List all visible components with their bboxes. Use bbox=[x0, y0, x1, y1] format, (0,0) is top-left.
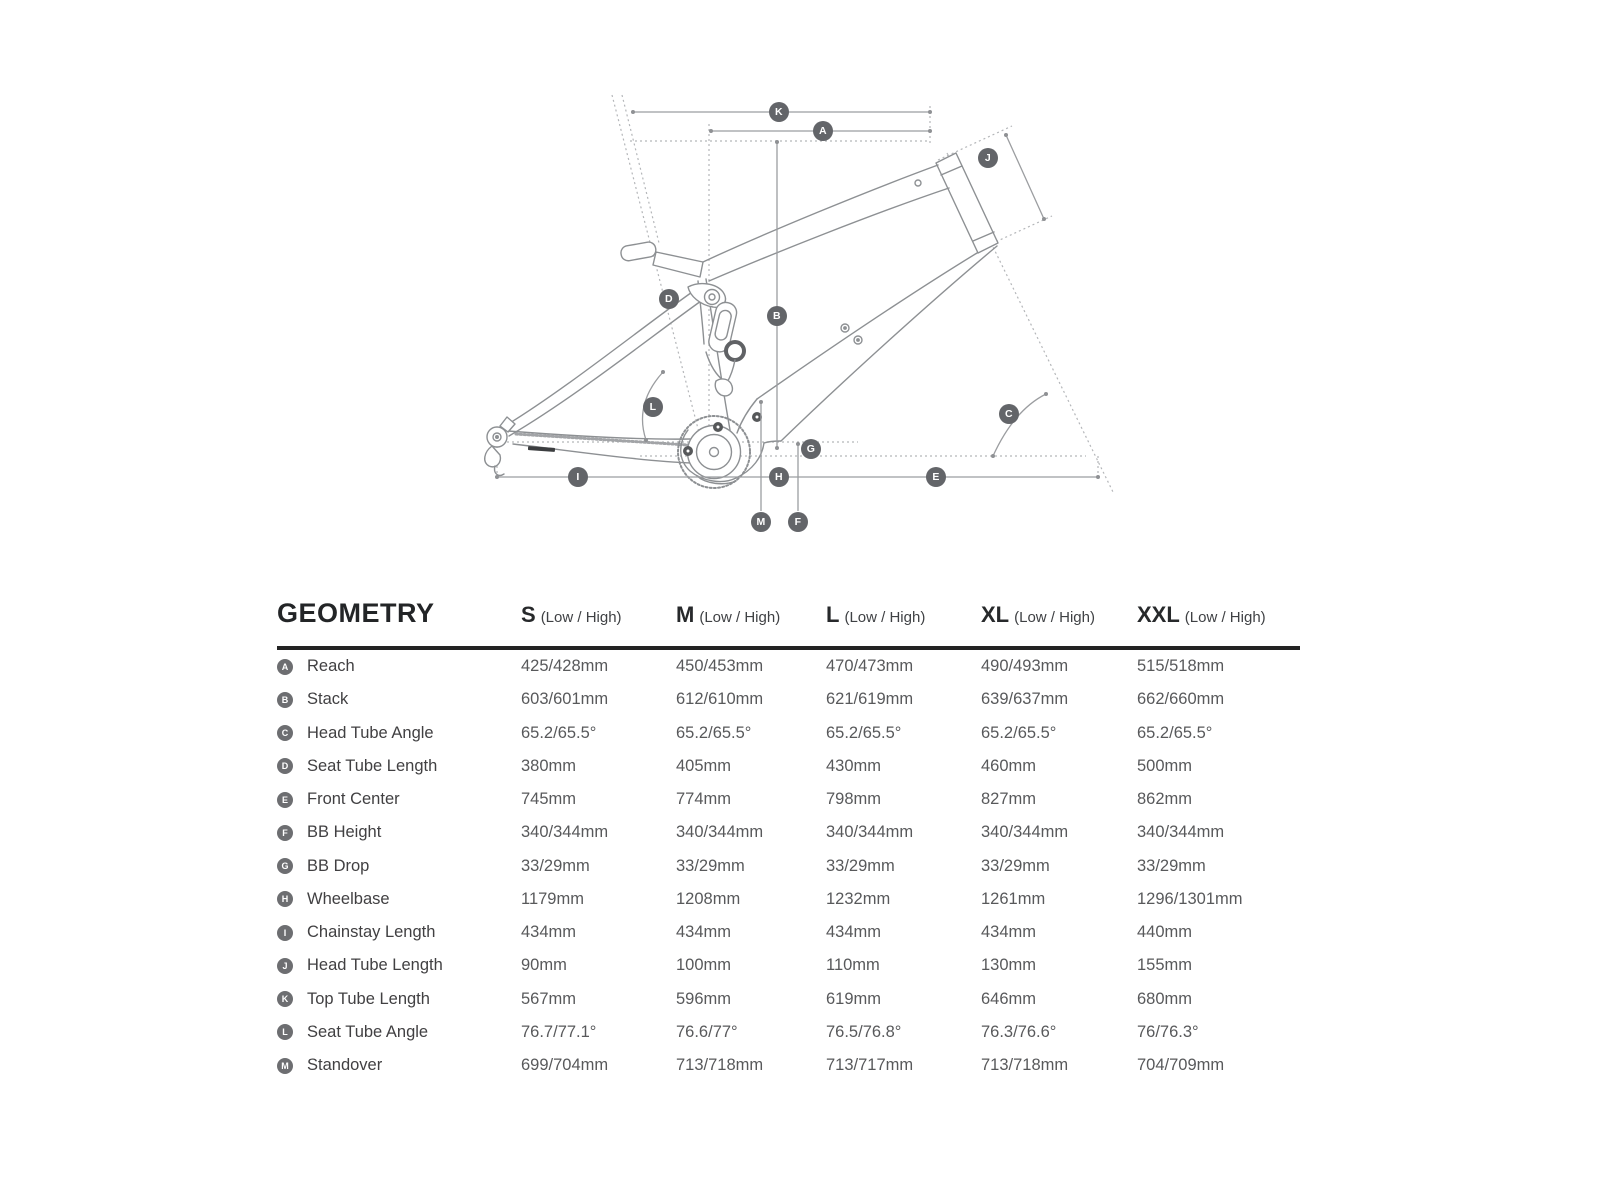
measure-value: 704/709mm bbox=[1137, 1056, 1225, 1075]
diagram-marker-i: I bbox=[568, 467, 588, 487]
measure-value: 713/717mm bbox=[826, 1056, 914, 1075]
diagram-marker-j: J bbox=[978, 148, 998, 168]
table-row bbox=[277, 683, 1300, 716]
geometry-table-header bbox=[277, 598, 1300, 650]
row-marker-badge: I bbox=[277, 925, 293, 941]
measure-value: 500mm bbox=[1137, 756, 1193, 775]
measure-value: 340/344mm bbox=[521, 823, 609, 842]
measure-value: 76.6/77° bbox=[676, 1022, 738, 1041]
diagram-marker-m: M bbox=[751, 512, 771, 532]
row-label bbox=[277, 1023, 521, 1042]
dimension-lines bbox=[497, 112, 1098, 511]
table-row bbox=[277, 1049, 1300, 1082]
row-marker-badge: F bbox=[277, 825, 293, 841]
measure-value: 1208mm bbox=[676, 889, 741, 908]
measure-value: 434mm bbox=[981, 923, 1037, 942]
measure-value: 596mm bbox=[676, 989, 732, 1008]
row-measure-name: Front Center bbox=[307, 790, 400, 809]
measure-value: 33/29mm bbox=[1137, 856, 1206, 875]
row-label bbox=[277, 990, 521, 1009]
measure-value: 65.2/65.5° bbox=[521, 723, 597, 742]
row-measure-name: Seat Tube Length bbox=[307, 756, 438, 775]
measure-value: 490/493mm bbox=[981, 657, 1069, 676]
measure-value: 100mm bbox=[676, 956, 732, 975]
column-header-xl bbox=[981, 602, 1137, 628]
measure-value: 440mm bbox=[1137, 923, 1193, 942]
row-marker-badge: G bbox=[277, 858, 293, 874]
table-row bbox=[277, 850, 1300, 883]
measure-value: 340/344mm bbox=[826, 823, 914, 842]
row-marker-badge: L bbox=[277, 1024, 293, 1040]
diagram-marker-h: H bbox=[769, 467, 789, 487]
measure-value: 619mm bbox=[826, 989, 882, 1008]
row-label bbox=[277, 724, 521, 743]
measure-value: 434mm bbox=[826, 923, 882, 942]
measure-value: 155mm bbox=[1137, 956, 1193, 975]
measure-value: 110mm bbox=[826, 956, 880, 975]
measure-value: 680mm bbox=[1137, 989, 1193, 1008]
measure-value: 1296/1301mm bbox=[1137, 889, 1243, 908]
measure-value: 745mm bbox=[521, 790, 577, 809]
geometry-table bbox=[277, 598, 1300, 1082]
head-angle-arc bbox=[993, 394, 1046, 456]
table-row bbox=[277, 949, 1300, 982]
table-row bbox=[277, 1016, 1300, 1049]
column-sub-label: (Low / High) bbox=[699, 609, 781, 626]
head-tube bbox=[936, 153, 998, 253]
measure-value: 65.2/65.5° bbox=[826, 723, 902, 742]
row-label bbox=[277, 1056, 521, 1075]
column-sub-label: (Low / High) bbox=[844, 609, 926, 626]
measure-value: 76/76.3° bbox=[1137, 1022, 1199, 1041]
column-header-s bbox=[521, 602, 676, 628]
measure-value: 340/344mm bbox=[981, 823, 1069, 842]
measure-value: 425/428mm bbox=[521, 657, 609, 676]
measure-value: 774mm bbox=[676, 790, 732, 809]
column-header-m bbox=[676, 602, 826, 628]
measure-value: 33/29mm bbox=[826, 856, 895, 875]
diagram-marker-l: L bbox=[643, 397, 663, 417]
column-sub-label: (Low / High) bbox=[1014, 609, 1095, 626]
row-measure-name: Head Tube Angle bbox=[307, 723, 434, 742]
measure-value: 460mm bbox=[981, 756, 1037, 775]
row-marker-badge: C bbox=[277, 725, 293, 741]
row-label bbox=[277, 823, 521, 842]
column-size-label: XXL bbox=[1137, 602, 1180, 627]
seatpost-head bbox=[620, 241, 657, 262]
diagram-marker-f: F bbox=[788, 512, 808, 532]
row-marker-badge: D bbox=[277, 758, 293, 774]
measure-value: 405mm bbox=[676, 756, 732, 775]
measure-value: 621/619mm bbox=[826, 690, 914, 709]
column-size-label: M bbox=[676, 602, 695, 627]
table-row bbox=[277, 717, 1300, 750]
measure-value: 340/344mm bbox=[1137, 823, 1225, 842]
column-header-xxl bbox=[1137, 602, 1300, 628]
row-marker-badge: K bbox=[277, 991, 293, 1007]
column-sub-label: (Low / High) bbox=[1184, 609, 1266, 626]
measure-value: 639/637mm bbox=[981, 690, 1069, 709]
row-label bbox=[277, 857, 521, 876]
row-marker-badge: A bbox=[277, 659, 293, 675]
measure-value: 603/601mm bbox=[521, 690, 609, 709]
row-measure-name: Standover bbox=[307, 1056, 383, 1075]
table-row bbox=[277, 650, 1300, 683]
measure-value: 1261mm bbox=[981, 889, 1046, 908]
diagram-marker-b: B bbox=[767, 306, 787, 326]
measure-value: 76.3/76.6° bbox=[981, 1022, 1057, 1041]
measure-value: 65.2/65.5° bbox=[981, 723, 1057, 742]
diagram-marker-a: A bbox=[813, 121, 833, 141]
row-measure-name: Wheelbase bbox=[307, 889, 390, 908]
measure-value: 340/344mm bbox=[676, 823, 764, 842]
diagram-marker-d: D bbox=[659, 289, 679, 309]
column-header-l bbox=[826, 602, 981, 628]
row-measure-name: Head Tube Length bbox=[307, 956, 443, 975]
measure-value: 76.5/76.8° bbox=[826, 1022, 902, 1041]
measure-value: 33/29mm bbox=[981, 856, 1050, 875]
measure-value: 434mm bbox=[521, 923, 577, 942]
construction-lines bbox=[497, 95, 1113, 492]
row-label bbox=[277, 690, 521, 709]
frame-outline bbox=[485, 153, 998, 488]
diagram-marker-e: E bbox=[926, 467, 946, 487]
derailleur-hanger bbox=[485, 446, 501, 467]
row-label bbox=[277, 923, 521, 942]
row-label bbox=[277, 956, 521, 975]
geometry-table-body bbox=[277, 650, 1300, 1082]
row-label bbox=[277, 657, 521, 676]
measure-value: 567mm bbox=[521, 989, 577, 1008]
column-size-label: S bbox=[521, 602, 536, 627]
measure-value: 65.2/65.5° bbox=[676, 723, 752, 742]
measure-value: 65.2/65.5° bbox=[1137, 723, 1213, 742]
column-sub-label: (Low / High) bbox=[540, 609, 622, 626]
row-measure-name: Reach bbox=[307, 657, 355, 676]
down-tube bbox=[757, 253, 977, 399]
diagram-marker-c: C bbox=[999, 404, 1019, 424]
measure-value: 434mm bbox=[676, 923, 732, 942]
measure-value: 515/518mm bbox=[1137, 657, 1225, 676]
measure-value: 827mm bbox=[981, 790, 1037, 809]
measure-value: 646mm bbox=[981, 989, 1037, 1008]
row-marker-badge: J bbox=[277, 958, 293, 974]
measure-value: 33/29mm bbox=[676, 856, 745, 875]
row-measure-name: Seat Tube Angle bbox=[307, 1022, 429, 1041]
table-title: GEOMETRY bbox=[277, 598, 435, 628]
row-measure-name: Top Tube Length bbox=[307, 989, 430, 1008]
seat-mast bbox=[653, 252, 703, 277]
measure-value: 862mm bbox=[1137, 790, 1193, 809]
measure-value: 662/660mm bbox=[1137, 690, 1225, 709]
row-measure-name: BB Drop bbox=[307, 856, 370, 875]
row-marker-badge: M bbox=[277, 1058, 293, 1074]
measure-value: 798mm bbox=[826, 790, 882, 809]
bike-frame-illustration bbox=[0, 0, 1600, 560]
row-marker-badge: E bbox=[277, 792, 293, 808]
shock-mount-bolt bbox=[726, 342, 744, 360]
table-row bbox=[277, 983, 1300, 1016]
table-row bbox=[277, 816, 1300, 849]
column-size-label: L bbox=[826, 602, 840, 627]
row-marker-badge: B bbox=[277, 692, 293, 708]
row-measure-name: Stack bbox=[307, 690, 349, 709]
measure-value: 1232mm bbox=[826, 889, 891, 908]
measure-value: 450/453mm bbox=[676, 657, 764, 676]
table-row bbox=[277, 883, 1300, 916]
top-tube bbox=[703, 165, 938, 262]
row-label bbox=[277, 890, 521, 909]
measure-value: 470/473mm bbox=[826, 657, 914, 676]
measure-value: 1179mm bbox=[521, 889, 584, 908]
measure-value: 699/704mm bbox=[521, 1056, 609, 1075]
diagram-marker-k: K bbox=[769, 102, 789, 122]
table-row bbox=[277, 916, 1300, 949]
measure-value: 90mm bbox=[521, 956, 567, 975]
row-label bbox=[277, 757, 521, 776]
diagram-marker-g: G bbox=[801, 439, 821, 459]
measure-value: 430mm bbox=[826, 756, 882, 775]
measure-value: 33/29mm bbox=[521, 856, 590, 875]
measure-value: 612/610mm bbox=[676, 690, 764, 709]
measure-value: 713/718mm bbox=[676, 1056, 764, 1075]
measure-value: 380mm bbox=[521, 756, 577, 775]
row-marker-badge: H bbox=[277, 891, 293, 907]
table-row bbox=[277, 750, 1300, 783]
measure-value: 76.7/77.1° bbox=[521, 1022, 597, 1041]
row-measure-name: BB Height bbox=[307, 823, 382, 842]
row-measure-name: Chainstay Length bbox=[307, 923, 436, 942]
row-label bbox=[277, 790, 521, 809]
cable-port bbox=[915, 180, 921, 186]
measure-value: 130mm bbox=[981, 956, 1037, 975]
table-row bbox=[277, 783, 1300, 816]
measure-value: 713/718mm bbox=[981, 1056, 1069, 1075]
column-size-label: XL bbox=[981, 602, 1010, 627]
